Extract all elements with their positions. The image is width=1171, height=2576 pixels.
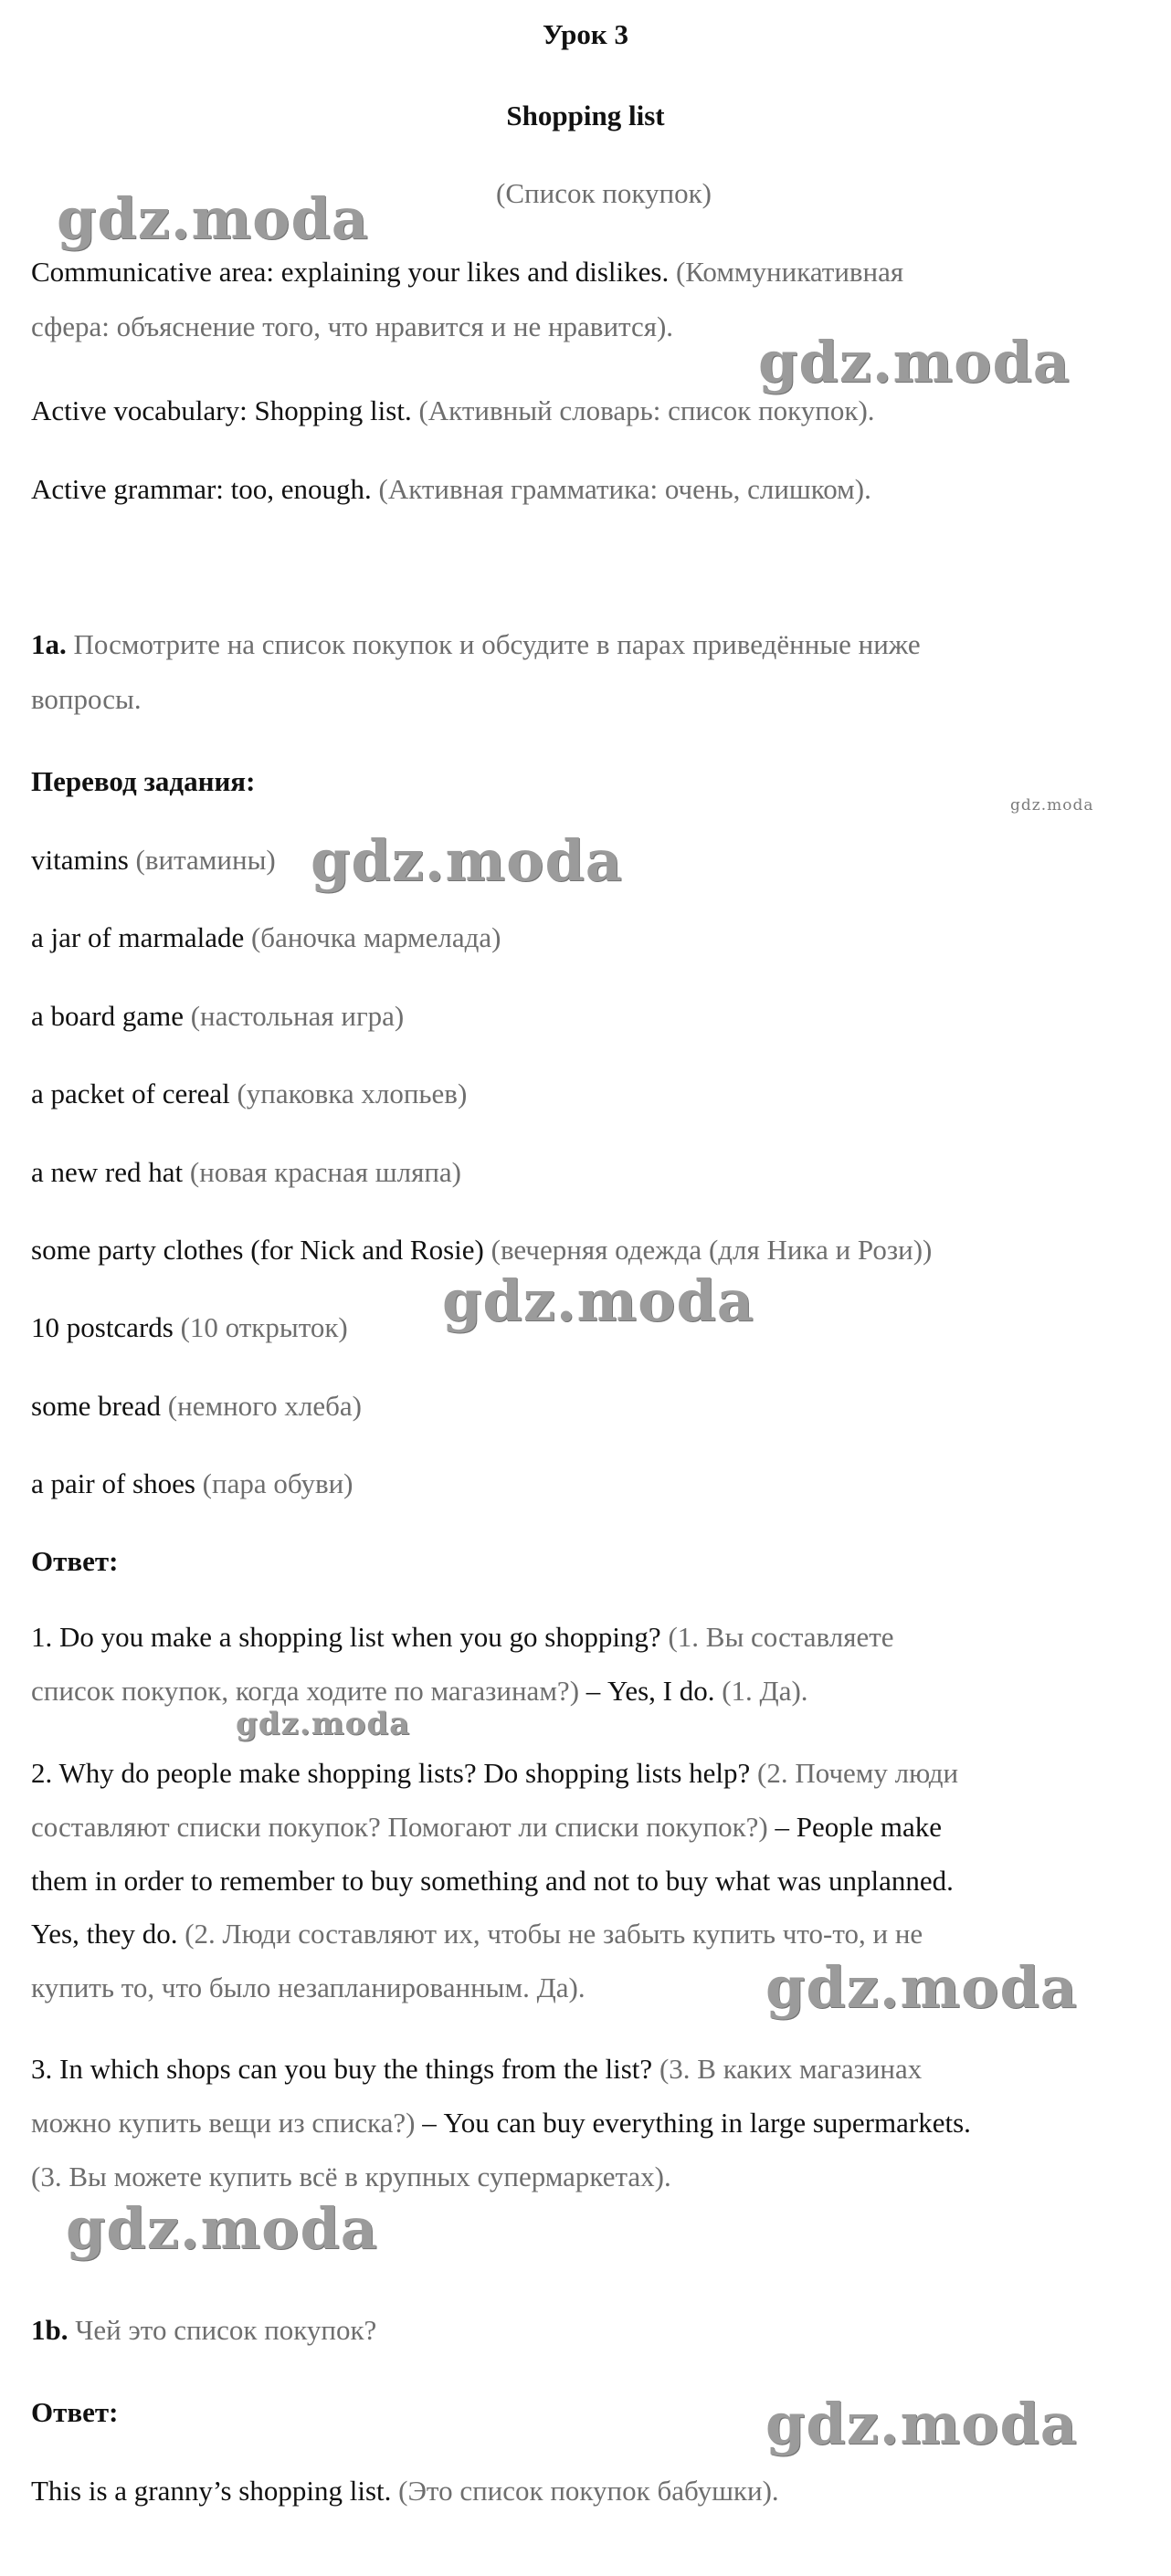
- active-vocabulary: Active vocabulary: Shopping list. (Активный словарь: список покупок).: [31, 394, 875, 426]
- list-item: a board game (настольная игра): [31, 1000, 405, 1032]
- answer-2-question-cont: составляют списки покупок? Помогают ли списки покупок?) – People make: [31, 1811, 943, 1843]
- communicative-area: Communicative area: explaining your likes and dislikes. (Коммуникативная: [31, 256, 904, 288]
- watermark-logo: gdz.moda: [765, 1954, 1078, 2021]
- answer-heading-1a: Ответ:: [31, 1545, 119, 1577]
- active-grammar: Active grammar: too, enough. (Активная грамматика: очень, слишком).: [31, 473, 871, 505]
- translation-heading: Перевод задания:: [31, 765, 256, 797]
- watermark-logo: gdz.moda: [442, 1267, 754, 1334]
- answer-1b: This is a granny’s shopping list. (Это список покупок бабушки).: [31, 2475, 779, 2507]
- watermark-logo: gdz.moda: [1010, 796, 1094, 815]
- list-item: a pair of shoes (пара обуви): [31, 1467, 353, 1499]
- watermark-logo: gdz.moda: [236, 1706, 411, 1742]
- lesson-subtitle: (Список покупок): [496, 177, 712, 209]
- watermark-logo: gdz.moda: [311, 827, 623, 894]
- list-item: a new red hat (новая красная шляпа): [31, 1156, 461, 1188]
- answer-heading-1b: Ответ:: [31, 2396, 119, 2428]
- list-item: a packet of cereal (упаковка хлопьев): [31, 1078, 468, 1109]
- answer-2-translation: купить то, что было незапланированным. Да).: [31, 1971, 586, 2003]
- watermark-logo: gdz.moda: [57, 185, 369, 252]
- answer-2-question: 2. Why do people make shopping lists? Do shopping lists help? (2. Почему люди: [31, 1757, 959, 1789]
- answer-1-response: список покупок, когда ходите по магазинам?) – Yes, I do. (1. Да).: [31, 1675, 808, 1707]
- answer-3-response: можно купить вещи из списка?) – You can buy everything in large supermarkets.: [31, 2107, 971, 2139]
- task-1a-prompt: 1a. Посмотрите на список покупок и обсудите в парах приведённые ниже: [31, 628, 921, 660]
- list-item: 10 postcards (10 открыток): [31, 1311, 348, 1343]
- list-item: a jar of marmalade (баночка мармелада): [31, 921, 501, 953]
- list-item: some party clothes (for Nick and Rosie) (вечерняя одежда (для Ника и Рози)): [31, 1234, 933, 1266]
- answer-2-response: them in order to remember to buy something and not to buy what was unplanned.: [31, 1865, 954, 1897]
- communicative-area-cont: сфера: объяснение того, что нравится и не нравится).: [31, 310, 674, 342]
- lesson-number: Урок 3: [542, 18, 629, 50]
- task-1b-prompt: 1b. Чей это список покупок?: [31, 2314, 377, 2346]
- answer-2-response-cont: Yes, they do. (2. Люди составляют их, чтобы не забыть купить что-то, и не: [31, 1918, 923, 1950]
- list-item: some bread (немного хлеба): [31, 1390, 362, 1422]
- watermark-logo: gdz.moda: [758, 329, 1071, 395]
- watermark-logo: gdz.moda: [765, 2391, 1078, 2457]
- answer-1-question: 1. Do you make a shopping list when you go shopping? (1. Вы составляете: [31, 1621, 894, 1653]
- task-1a-prompt-cont: вопросы.: [31, 683, 142, 715]
- lesson-title: Shopping list: [506, 100, 665, 131]
- answer-3-question: 3. In which shops can you buy the things from the list? (3. В каких магазинах: [31, 2053, 923, 2085]
- list-item: vitamins (витамины): [31, 844, 276, 876]
- watermark-logo: gdz.moda: [66, 2195, 378, 2262]
- answer-3-translation: (3. Вы можете купить всё в крупных супермаркетах).: [31, 2161, 671, 2192]
